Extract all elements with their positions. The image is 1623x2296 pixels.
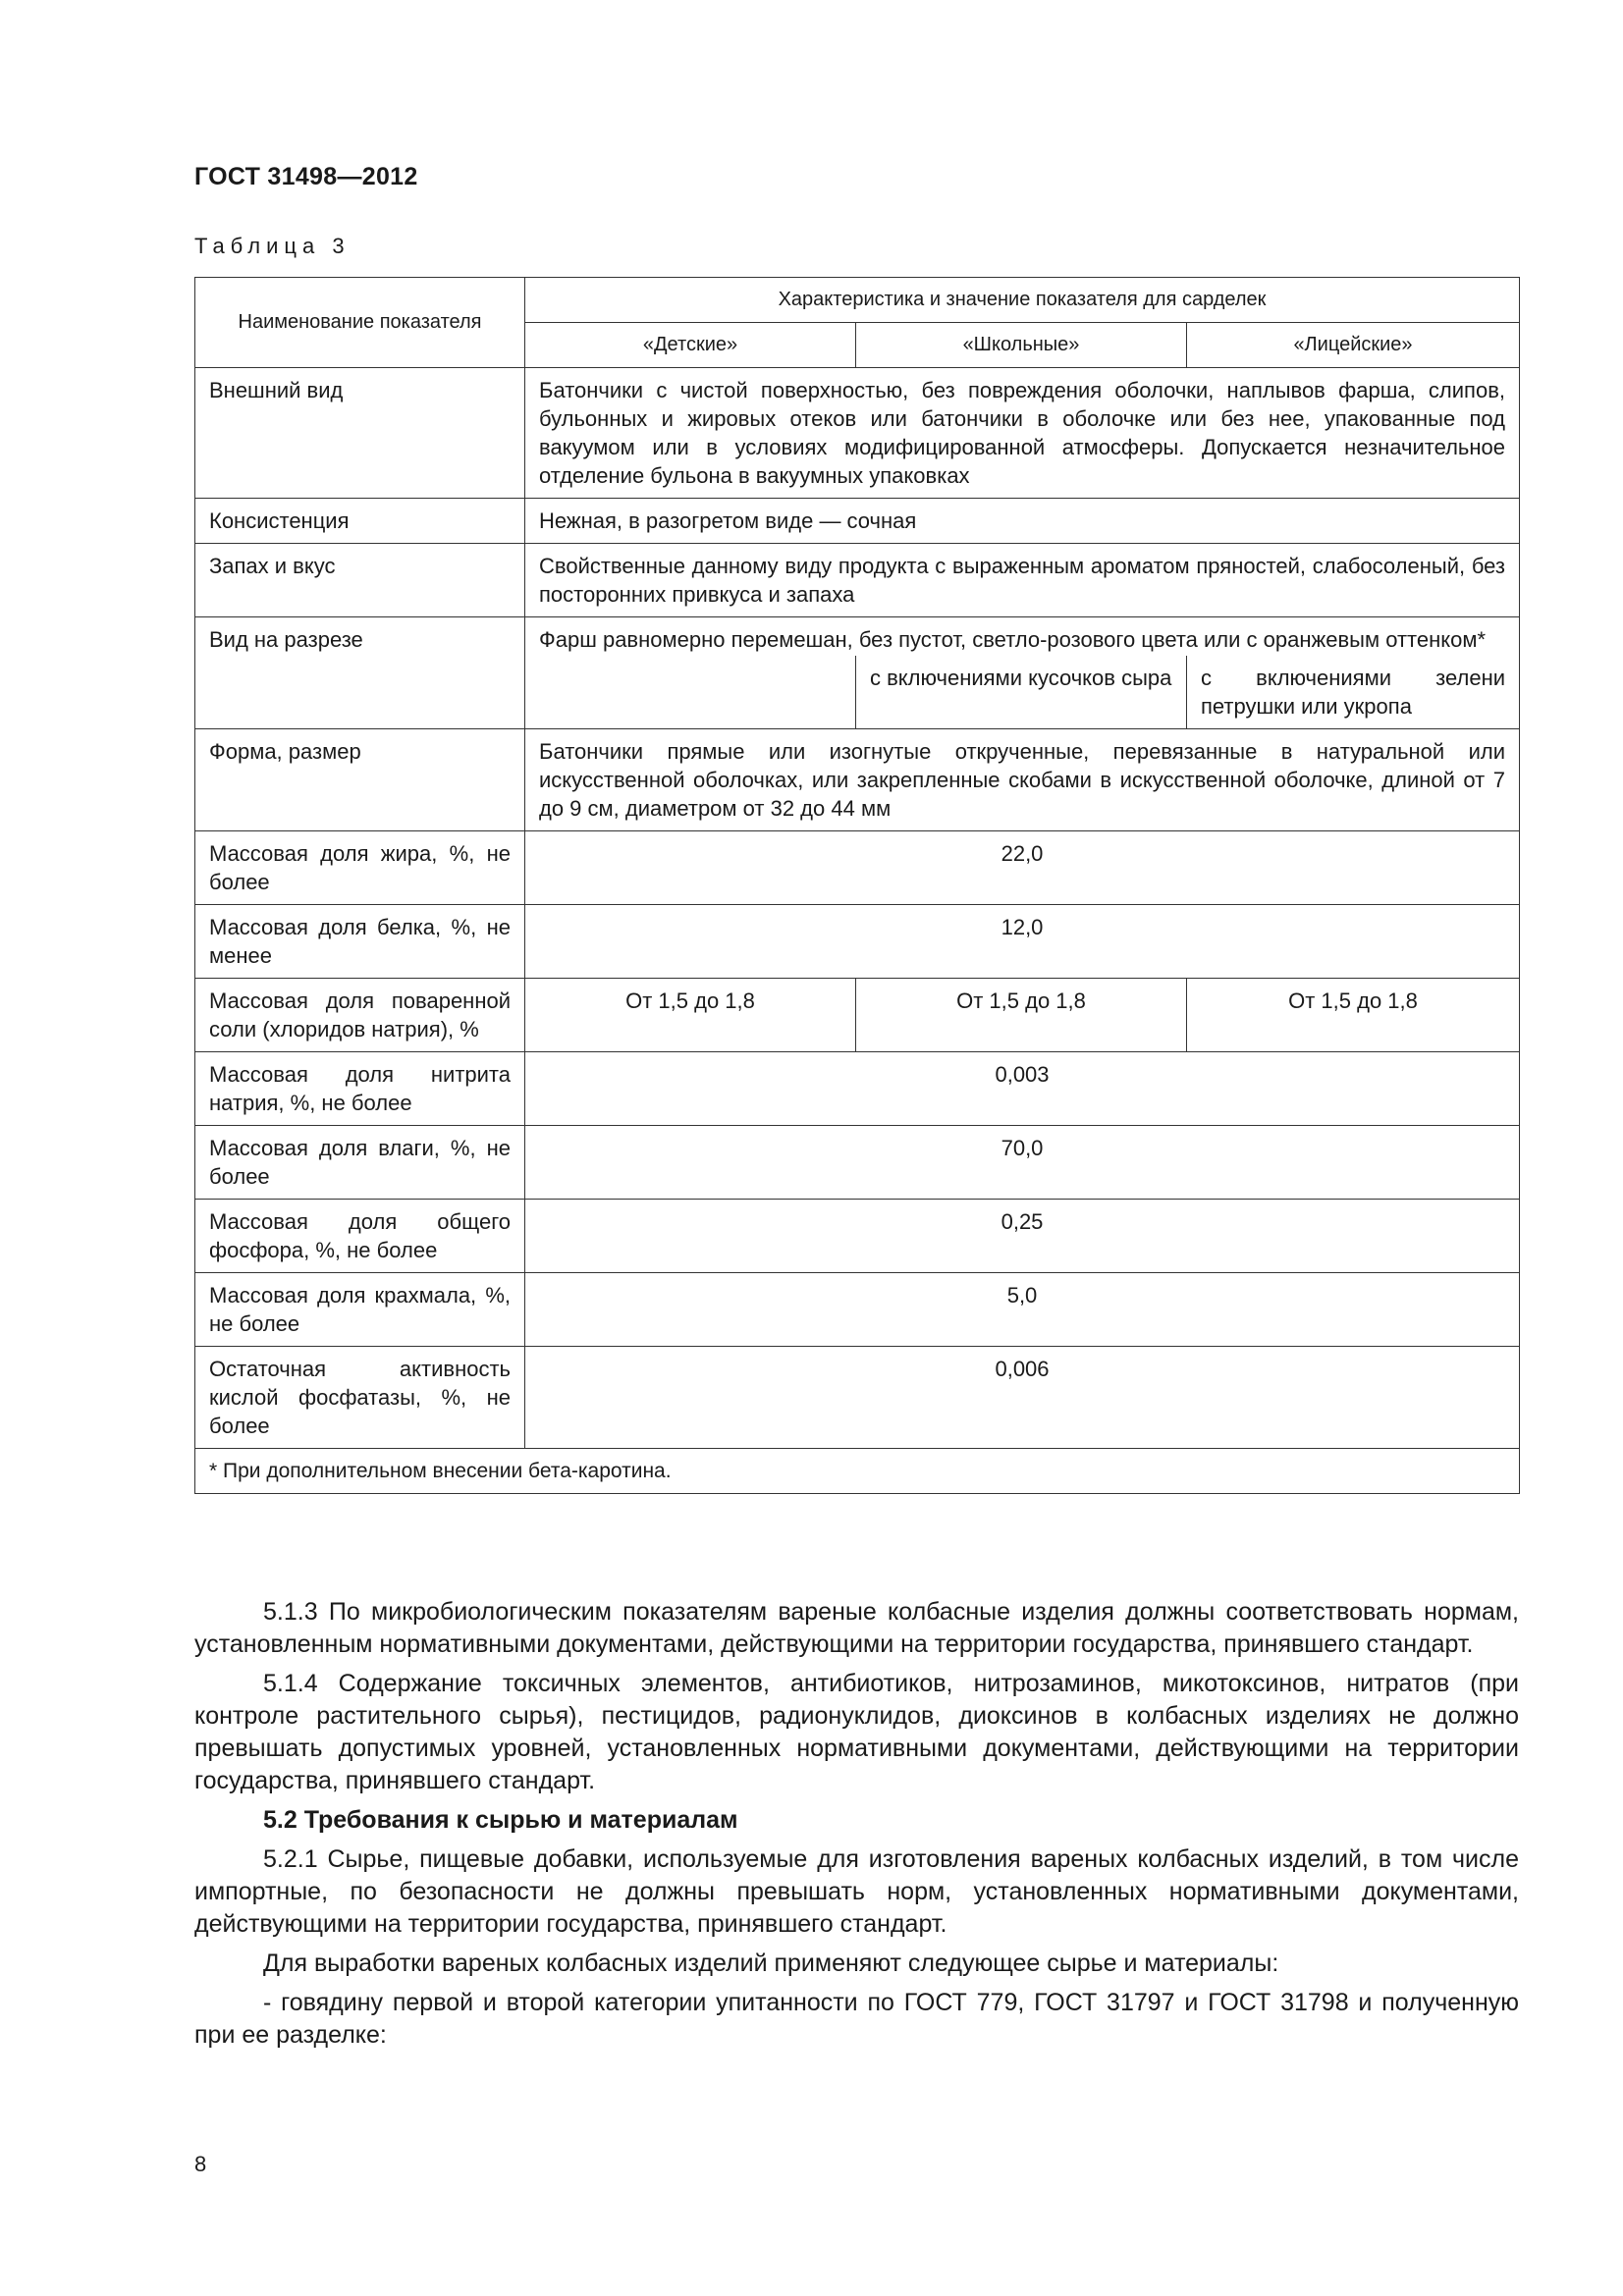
row-value: Нежная, в разогретом виде — сочная: [525, 499, 1520, 544]
row-value-children: От 1,5 до 1,8: [525, 979, 856, 1052]
document-code: ГОСТ 31498—2012: [194, 163, 418, 190]
table-row: [195, 1347, 1520, 1449]
row-value: Батончики прямые или изогнутые открученные, перевязанные в натуральной или искусственной оболочках, или закрепленные скобами в искусственной оболочке, длиной от 7 до 9 см, диаметром от 32 до 44 мм: [525, 729, 1520, 831]
table-header-row: [195, 278, 1520, 323]
table-row: [195, 1200, 1520, 1273]
table-row: [195, 1126, 1520, 1200]
row-name: Массовая доля жира, %, не более: [195, 831, 525, 905]
row-value: 22,0: [525, 831, 1520, 905]
paragraph-5-1-3: 5.1.3 По микробиологическим показателям вареные колбасные изделия должны соответствовать нормам, установленным нормативными документами, действующими на территории государства, принявшего стандарт.: [194, 1598, 1519, 1658]
table-footnote: * При дополнительном внесении бета-каротина.: [195, 1449, 1520, 1494]
paragraph-5-2-1: 5.2.1 Сырье, пищевые добавки, используемые для изготовления вареных колбасных изделий, в том числе импортные, по безопасности не должны превышать норм, установленных нормативными документами, действующими на территории государства, принявшего стандарт.: [194, 1845, 1519, 1938]
row-name: Массовая доля белка, %, не менее: [195, 905, 525, 979]
indicators-table: [194, 277, 1520, 1494]
row-value: 0,25: [525, 1200, 1520, 1273]
row-name: Форма, размер: [195, 729, 525, 831]
col-header-group: Характеристика и значение показателя для сарделек: [525, 278, 1520, 323]
row-value: Фарш равномерно перемешан, без пустот, светло-розового цвета или с оранжевым оттенком*: [525, 617, 1520, 657]
col-header-school: «Школьные»: [856, 323, 1187, 368]
row-name: Вид на разрезе: [195, 617, 525, 729]
col-header-indicator: Наименование показателя: [195, 278, 525, 368]
table-row: [195, 729, 1520, 831]
row-value: 0,006: [525, 1347, 1520, 1449]
list-item-beef: - говядину первой и второй категории упитанности по ГОСТ 779, ГОСТ 31797 и ГОСТ 31798 и полученную при ее разделке:: [194, 1989, 1519, 2049]
row-value-lyceum: От 1,5 до 1,8: [1187, 979, 1520, 1052]
row-value: 70,0: [525, 1126, 1520, 1200]
row-name: Массовая доля нитрита натрия, %, не более: [195, 1052, 525, 1126]
row-value: 12,0: [525, 905, 1520, 979]
table-row: [195, 905, 1520, 979]
table-footnote-row: [195, 1449, 1520, 1494]
table-row: [195, 1273, 1520, 1347]
table-row: [195, 617, 1520, 657]
col-header-lyceum: «Лицейские»: [1187, 323, 1520, 368]
row-value: 0,003: [525, 1052, 1520, 1126]
paragraph-5-1-4: 5.1.4 Содержание токсичных элементов, антибиотиков, нитрозаминов, микотоксинов, нитратов (при контроле растительного сырья), пестицидов, радионуклидов, диоксинов в колбасных изделиях не должно превышать допустимых уровней, установленных нормативными документами, действующими на территории государства, принявшего стандарт.: [194, 1670, 1519, 1794]
row-value-school: с включениями кусочков сыра: [856, 656, 1187, 729]
row-value-lyceum: с включениями зелени петрушки или укропа: [1187, 656, 1520, 729]
table-row: [195, 979, 1520, 1052]
col-header-children: «Детские»: [525, 323, 856, 368]
row-name: Массовая доля поваренной соли (хлоридов натрия), %: [195, 979, 525, 1052]
table-label: Таблица 3: [194, 234, 351, 258]
table-row: [195, 1052, 1520, 1126]
row-name: Массовая доля общего фосфора, %, не более: [195, 1200, 525, 1273]
row-name: Консистенция: [195, 499, 525, 544]
row-name: Массовая доля влаги, %, не более: [195, 1126, 525, 1200]
row-value: Батончики с чистой поверхностью, без повреждения оболочки, наплывов фарша, слипов, бульонных и жировых отеков или батончики в оболочке или без нее, упакованные под вакуумом или в условиях модифицированной атмосферы. Допускается незначительное отделение бульона в вакуумных упаковках: [525, 368, 1520, 499]
row-name: Остаточная активность кислой фосфатазы, %, не более: [195, 1347, 525, 1449]
table-row: [195, 544, 1520, 617]
body-text: [194, 1596, 1519, 2058]
row-value: Свойственные данному виду продукта с выраженным ароматом пряностей, слабосоленый, без посторонних привкуса и запаха: [525, 544, 1520, 617]
row-name: Внешний вид: [195, 368, 525, 499]
paragraph-raw-materials: Для выработки вареных колбасных изделий применяют следующее сырье и материалы:: [263, 1949, 1279, 1977]
row-name: Запах и вкус: [195, 544, 525, 617]
page-number: 8: [194, 2152, 207, 2176]
row-value-school: От 1,5 до 1,8: [856, 979, 1187, 1052]
row-name: Массовая доля крахмала, %, не более: [195, 1273, 525, 1347]
section-heading-5-2: 5.2 Требования к сырью и материалам: [263, 1806, 738, 1834]
row-value: 5,0: [525, 1273, 1520, 1347]
table-row: [195, 499, 1520, 544]
table-row: [195, 831, 1520, 905]
table-row: [195, 368, 1520, 499]
